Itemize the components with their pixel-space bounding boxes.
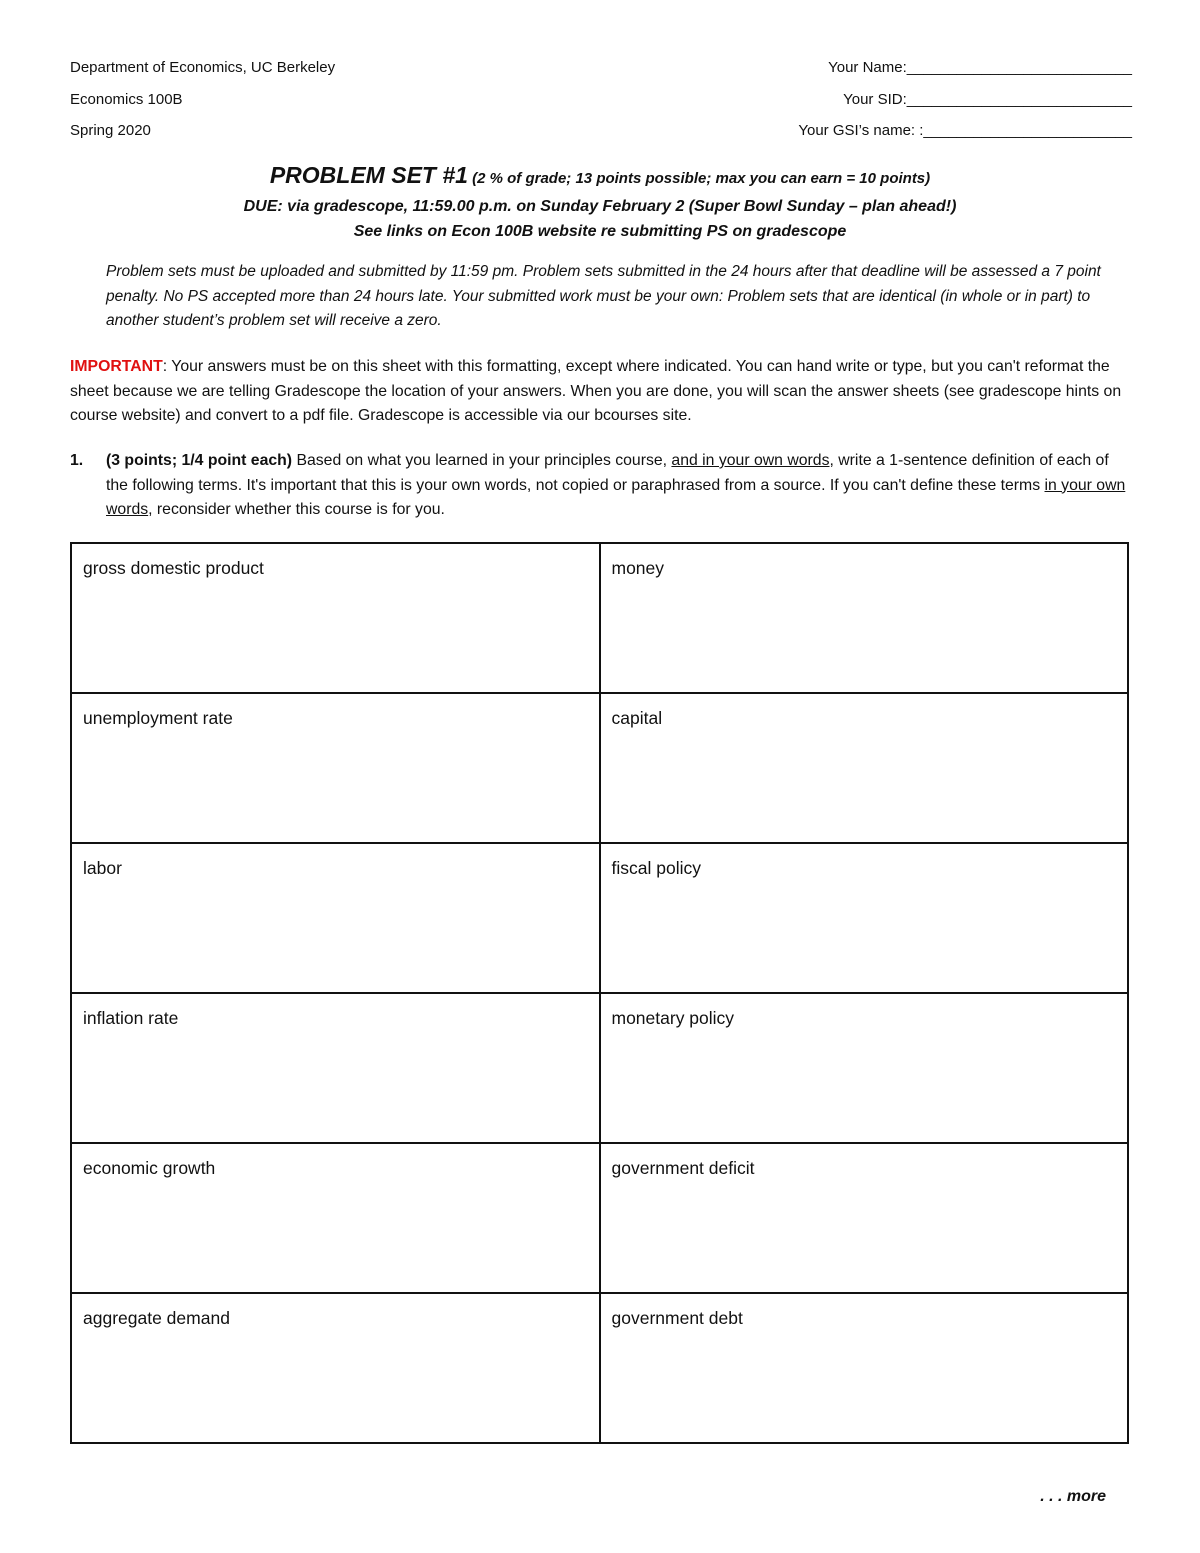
table-row [71, 1143, 1128, 1293]
policy-text: Problem sets must be uploaded and submitted by 11:59 pm. Problem sets submitted in the 24 hours after that deadline will be assessed a 7 point penalty. No PS accepted more than 24 hours late. Your submitted work must be your own: Problem sets that are identical (in whole or in part) to another student’s problem set will receive a zero. [106, 263, 1101, 329]
answer-cell[interactable]: money [600, 543, 1129, 693]
important-text: Your answers must be on this sheet with this formatting, except where indicated. You can hand write or type, but you can't reformat the sheet because we are telling Gradescope the location of your answers. When you are done, you will scan the answer sheets (see gradescope hints on course website) and convert to a pdf file. Gradescope is accessible via our bcourses site. [70, 358, 1122, 424]
answer-cell[interactable]: government deficit [600, 1143, 1129, 1293]
question-1 [70, 449, 1130, 523]
answer-cell[interactable]: inflation rate [71, 993, 600, 1143]
due-line: DUE: via gradescope, 11:59.00 p.m. on Sunday February 2 (Super Bowl Sunday – plan ahead!) [243, 198, 957, 215]
answer-cell[interactable]: monetary policy [600, 993, 1129, 1143]
continued-indicator: . . . more [1040, 1488, 1106, 1505]
sid-field[interactable]: Your SID:___________________________ [843, 90, 1132, 108]
answer-cell[interactable]: fiscal policy [600, 843, 1129, 993]
question-part: , write a 1-sentence definition of each of the following terms. It's important that this is your own words, not copied or paraphrased from a source. If you can't define these terms [106, 452, 1109, 494]
term: Spring 2020 [70, 122, 151, 139]
answer-cell[interactable]: economic growth [71, 1143, 600, 1293]
answer-cell[interactable]: government debt [600, 1293, 1129, 1443]
important-note [70, 355, 1130, 429]
table-row [71, 543, 1128, 693]
department: Department of Economics, UC Berkeley [70, 59, 336, 76]
answer-cell[interactable]: aggregate demand [71, 1293, 600, 1443]
links-line: See links on Econ 100B website re submitting PS on gradescope [353, 223, 847, 240]
question-text [106, 449, 1130, 523]
question-part: Based on what you learned in your principles course, [292, 452, 672, 469]
gsi-field[interactable]: Your GSI’s name: :_________________________ [798, 122, 1132, 139]
important-colon: : [162, 358, 168, 375]
table-row [71, 1293, 1128, 1443]
question-part: , reconsider whether this course is for you. [148, 501, 445, 518]
question-number: 1. [70, 452, 84, 469]
page-title [0, 160, 1200, 194]
important-label: IMPORTANT [70, 358, 163, 375]
table-row [71, 843, 1128, 993]
answer-cell[interactable]: unemployment rate [71, 693, 600, 843]
definitions-table [70, 542, 1129, 1444]
answer-cell[interactable]: gross domestic product [71, 543, 600, 693]
header-left [70, 58, 335, 153]
table-row [71, 693, 1128, 843]
title-main: PROBLEM SET #1 [269, 162, 468, 188]
question-points: (3 points; 1/4 point each) [106, 452, 293, 469]
answer-cell[interactable]: labor [71, 843, 600, 993]
header-right [798, 58, 1132, 153]
answer-cell[interactable]: capital [600, 693, 1129, 843]
title-sub: (2 % of grade; 13 points possible; max you can earn = 10 points) [467, 170, 931, 187]
emphasis-underline: in your own words [106, 476, 1126, 518]
emphasis-underline: and in your own words [671, 452, 830, 469]
title-block [0, 160, 1200, 244]
table-row [71, 993, 1128, 1143]
name-field[interactable]: Your Name:___________________________ [828, 59, 1132, 76]
course: Economics 100B [70, 90, 183, 108]
